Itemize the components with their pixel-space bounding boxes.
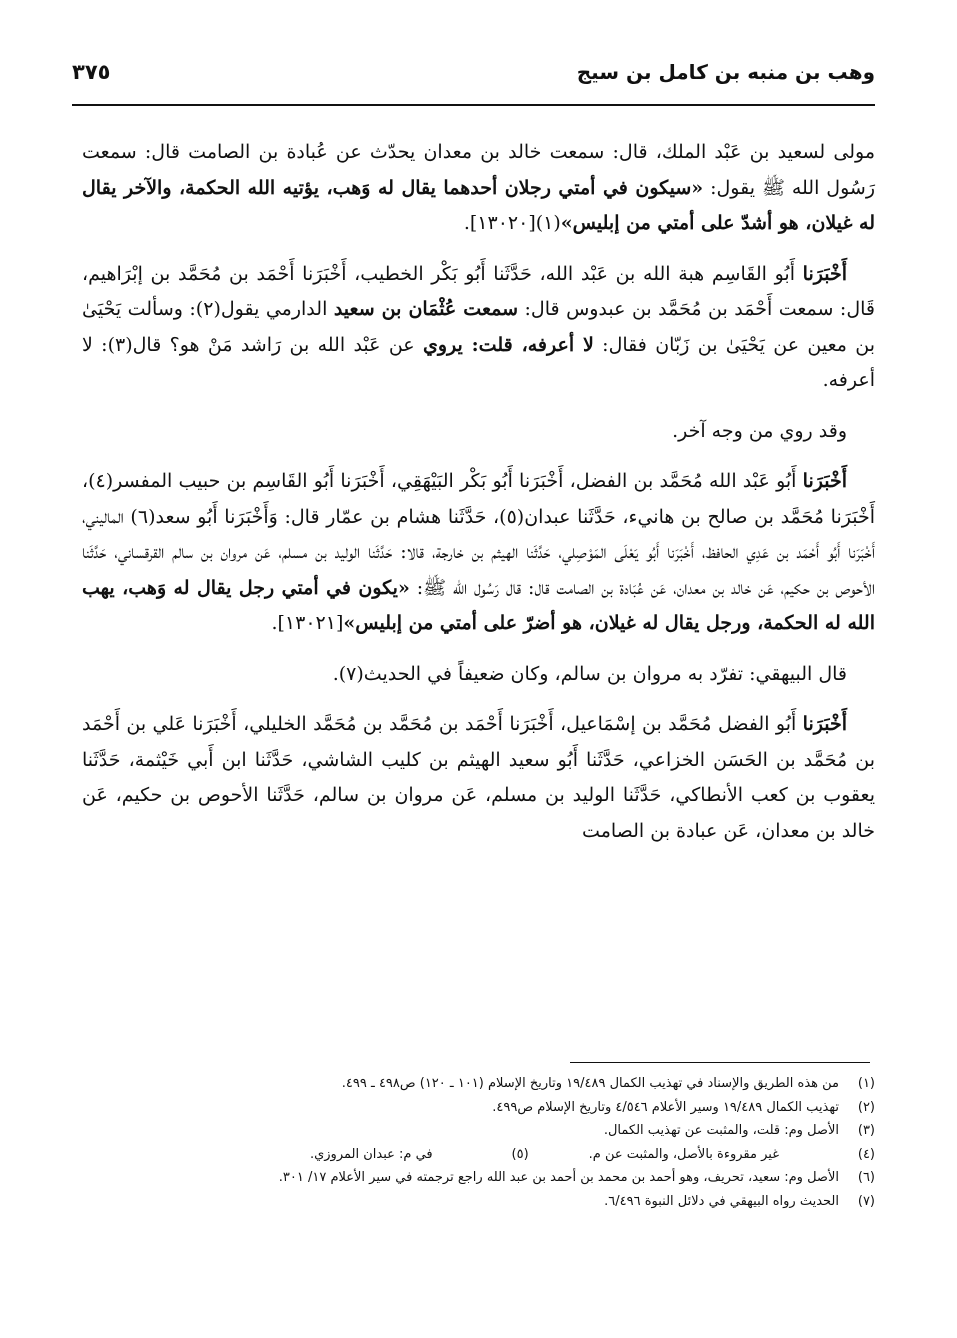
isnad-keyword: أَخْبَرَنا	[802, 262, 847, 285]
paragraph-4	[82, 464, 875, 642]
footnote-number: (٣)	[857, 1123, 875, 1138]
narration-text: أَبُو عَبْد الله مُحَمَّد بن الفضل، أَخْبَرَنا أَبُو بَكْر البَيْهَقِي، أَخْبَرَنا أَبُو القَاسِم بن حبيب المفسر(٤)، أَخْبَرَنا مُحَمَّد بن صالح بن هانيء، حَدَّثَنا عبدان(٥)، حَدَّثَنا هشام بن عمّار قال: وَأَخْبَرَنا أَبُو سعد(٦) الماليني، أَخْبَرَنا أَبُو أَحْمَد بن عَدِي الحافظ، أَخْبَرَنا أَبُو يَعْلَى المَوْصِلي، حَدَّثَنا الهيثم بن خارجة، قالا: حَدَّثَنا الوليد بن مسلم، عَن مروان بن سالم القرقساني، حَدَّثَنا الأحوص بن حكيم، عَن خالد بن معدان، عَن عُبَادة بن الصامت قال: قال رَسُول الله ﷺ:	[82, 470, 875, 599]
isnad-keyword: أَخْبَرَنا	[802, 713, 847, 735]
footnote-number: (٤)	[857, 1146, 875, 1162]
footnote-number: (٧)	[857, 1193, 875, 1209]
hadith-text: «يكون في أمتي رجل يقال له وَهب، يهب الله له الحكمة، ورجل يقال له غيلان، هو أضرّ على أمتي من إبليس»	[82, 576, 875, 634]
narration-text: أَبُو القَاسِم هبة الله بن عَبْد الله، حَدَّثَنا أَبُو بَكْر الخطيب، أَخْبَرَنا أَحْمَد بن مُحَمَّد بن إبْرَاهيم، قَال: سمعت أَحْمَد بن مُحَمَّد بن عبدوس قال:	[82, 262, 875, 320]
paragraph-2	[82, 257, 875, 399]
main-text	[82, 135, 875, 864]
footnote-text: الحديث رواه البيهقي في دلائل النبوة ٦/٤٩٦.	[604, 1193, 839, 1209]
footnote-number: (٢)	[857, 1099, 875, 1115]
bold-phrase: لا أعرفه، قلت: يروي	[422, 333, 594, 356]
footnote-number: (١)	[857, 1076, 875, 1091]
paragraph-1	[82, 135, 875, 242]
footnote-text: الأصل وم: سعيد، تحريف، وهو أحمد بن محمد بن أحمد بن عبد الله راجع ترجمته في سير الأعلام ١٧/ ٣٠١.	[278, 1170, 839, 1185]
footnote-6	[82, 1166, 875, 1190]
footnote-rule	[570, 1062, 870, 1063]
page-number: ٣٧٥	[72, 60, 111, 84]
paragraph-5: قال البيهقي: تفرّد به مروان بن سالم، وكان ضعيفاً في الحديث(٧).	[332, 662, 847, 685]
footnote-number: (٦)	[857, 1170, 875, 1185]
footnote-text: تهذيب الكمال ١٩/٤٨٩ وسير الأعلام ٤/٥٤٦ وتاريخ الإسلام ص٤٩٩.	[492, 1099, 839, 1115]
paragraph-3: وقد روي من وجه آخر.	[672, 419, 847, 442]
footnote-text: غير مقروءة بالأصل، والمثبت عن م.	[588, 1146, 779, 1162]
narration-text: عن عَبْد الله بن رَاشد مَنْ هو؟ قال(٣): لا أعرفه.	[82, 333, 875, 391]
running-title: وهب بن منبه بن كامل بن سيج	[576, 60, 875, 84]
paragraph-6	[82, 707, 875, 849]
reference-marker: (١)[١٣٠٢٠].	[463, 212, 561, 234]
footnote-number: (٥)	[511, 1146, 529, 1162]
footnote-2	[82, 1096, 875, 1120]
footnote-text: في م: عبدان المروزي.	[309, 1146, 433, 1162]
narration-text: أَبُو الفضل مُحَمَّد بن إسْمَاعيل، أَخْبَرَنا أَحْمَد بن مُحَمَّد بن مُحَمَّد الخليلي، أَخْبَرَنا عَلي بن أَحْمَد بن مُحَمَّد بن الحَسَن الخزاعي، حَدَّثَنا أَبُو سعيد الهيثم بن كليب الشاشي، حَدَّثَنا ابن أَبي خَيْثمة، حَدَّثَنا يعقوب بن كعب الأنطاكي، حَدَّثَنا الوليد بن مسلم، عَن مروان بن سالم، حَدَّثَنا الأحوص بن حكيم، عَن خالد بن معدان، عَن عبادة بن الصامت	[82, 713, 875, 842]
hadith-text: «سيكون في أمتي رجلان أحدهما يقال له وَهب، يؤتيه الله الحكمة، والآخر يقال له غيلان، هو أشدّ على أمتي من إبليس»	[82, 176, 875, 234]
footnote-text: الأصل وم: قلت، والمثبت عن تهذيب الكمال.	[603, 1123, 839, 1138]
footnote-text: من هذه الطريق والإسناد في تهذيب الكمال ١٩/٤٨٩ وتاريخ الإسلام (١٠١ ـ ١٢٠) ص٤٩٨ ـ ٤٩٩.	[341, 1076, 839, 1091]
narration-text: مولى لسعيد بن عَبْد الملك، قال: سمعت خالد بن معدان يحدّث عن عُبادة بن الصامت قال: سمعت رَسُول الله ﷺ يقول:	[82, 141, 875, 199]
footnote-4-5	[82, 1143, 875, 1167]
narration-text: الدارمي يقول(٢): وسألت يَحْيَىٰ بن معين عن يَحْيَىٰ بن زَبّان فقال:	[82, 298, 875, 356]
header-rule	[72, 104, 875, 106]
footnotes	[82, 1072, 875, 1213]
footnote-3	[82, 1119, 875, 1143]
footnote-1	[82, 1072, 875, 1096]
footnote-7	[82, 1190, 875, 1214]
reference-marker: [١٣٠٢١].	[271, 612, 344, 634]
isnad-keyword: أَخْبَرَنا	[802, 470, 847, 492]
bold-phrase: سمعت عُثْمَان بن سعيد	[333, 298, 519, 320]
